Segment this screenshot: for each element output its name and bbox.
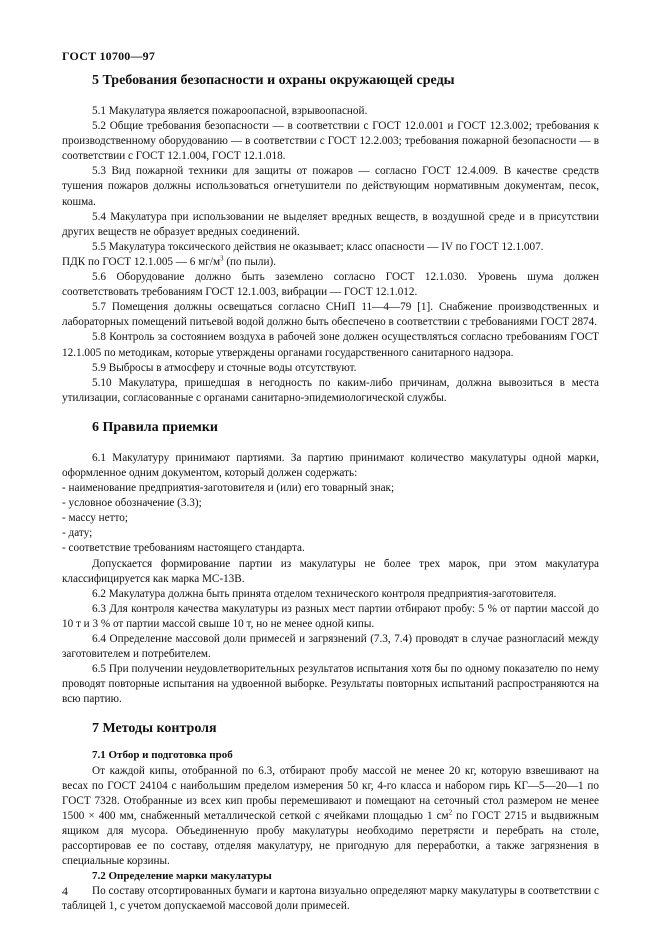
paragraph-5-4: 5.4 Макулатура при использовании не выделяет вредных веществ, в воздушной среде и в присутствии других веществ не образует вредных соединений. — [62, 210, 599, 238]
paragraph-5-8: 5.8 Контроль за состоянием воздуха в рабочей зоне должен осуществляться согласно требованиям ГОСТ 12.1.005 по методикам, которые утверждены органами государственного санитарного надзора. — [62, 331, 599, 359]
section-7-title: 7 Методы контроля — [92, 721, 217, 737]
pdk-text: ПДК по ГОСТ 12.1.005 — 6 мг/м — [62, 255, 221, 268]
paragraph-6-2: 6.2 Макулатура должна быть принята отделом технического контроля предприятия-заготовителя. — [92, 587, 557, 600]
paragraph-7-1-text: От каждой кипы, отобранной по 6.3, отбирают пробу массой не менее 20 кг, которую взвешивают на весах по ГОСТ 24104 с наибольшим пределом измерения 50 кг, 4-го класса и набором гирь КГ—5—20—1 по ГОСТ 7328. Отобранные из всех кип пробы перемешивают и помещают на сеточный стол размером не менее 1500 × 400 мм, снабженный металлической сеткой с ячейками площадью 1 см — [62, 764, 599, 822]
paragraph-6-1: 6.1 Макулатуру принимают партиями. За партию принимают количество макулатуры одной марки, оформленное одним документом, который должен содержать: — [62, 451, 599, 479]
paragraph-7-2: По составу отсортированных бумаги и картона визуально определяют марку макулатуры в соответствии с таблицей 1, с учетом допускаемой массовой доли примесей. — [62, 885, 599, 913]
paragraph-5-10: 5.10 Макулатура, пришедшая в негодность по каким-либо причинам, должна вывозиться в места утилизации, согласованные с органами санитарно-эпидемиологической службы. — [62, 376, 599, 404]
paragraph-6-1-note: Допускается формирование партии из макулатуры не более трех марок, при этом макулатура классифицируется как марка МС-13В. — [62, 557, 599, 585]
paragraph-5-7: 5.7 Помещения должны освещаться согласно СНиП 11—4—79 [1]. Снабжение производственных и лабораторных помещений питьевой водой должно быть обеспечено в соответствии с требованиями ГОСТ 2874. — [62, 301, 599, 329]
section-6-title: 6 Правила приемки — [92, 419, 218, 435]
document-page — [62, 0, 599, 936]
list-item: - условное обозначение (3.3); — [62, 496, 599, 511]
paragraph-7-1 — [62, 764, 599, 870]
paragraph-6-3: 6.3 Для контроля качества макулатуры из разных мест партии отбирают пробу: 5 % от партии массой до 10 т и 3 % от партии массой свыше 10 т, но не менее одной кипы. — [62, 602, 599, 630]
paragraph-5-2: 5.2 Общие требования безопасности — в соответствии с ГОСТ 12.0.001 и ГОСТ 12.3.002; требования к производственному оборудованию — в соответствии с ГОСТ 12.2.003; требования пожарной безопасности — в соответствии с ГОСТ 12.1.004, ГОСТ 12.1.018. — [62, 120, 599, 163]
pdk-text-end: (по пыли). — [223, 255, 277, 268]
list-item: - дату; — [62, 526, 599, 541]
pdk-superscript: 3 — [220, 254, 224, 263]
paragraph-7-1-text-end: по ГОСТ 2715 и выдвижным ящиком для мусора. Объединенную пробу макулатуры необходимо перетрясти и перебрать на столе, рассортировав ее по составу, отделяя макулатуру, не пригодную для переработки, а также загрязнения в специальные корзины. — [62, 809, 599, 868]
section-5-title: 5 Требования безопасности и охраны окружающей среды — [92, 73, 455, 88]
paragraph-5-6: 5.6 Оборудование должно быть заземлено согласно ГОСТ 12.1.030. Уровень шума должен соответствовать требованиям ГОСТ 12.1.003, вибрации — ГОСТ 12.1.012. — [62, 271, 599, 299]
running-head: ГОСТ 10700—97 — [62, 49, 156, 63]
paragraph-5-5-pdk — [62, 255, 599, 270]
list-item: - массу нетто; — [62, 511, 599, 526]
subsection-7-2-title: 7.2 Определение марки макулатуры — [92, 870, 272, 883]
paragraph-5-1: 5.1 Макулатура является пожароопасной, взрывоопасной. — [92, 105, 368, 117]
paragraph-6-4: 6.4 Определение массовой доли примесей и загрязнений (7.3, 7.4) проводят в случае разногласий между заготовителем и потребителем. — [62, 633, 599, 661]
list-item: - наименование предприятия-заготовителя и (или) его товарный знак; — [62, 481, 599, 496]
paragraph-5-5: 5.5 Макулатура токсического действия не оказывает; класс опасности — IV по ГОСТ 12.1.007. — [92, 240, 544, 253]
subsection-7-1-title: 7.1 Отбор и подготовка проб — [92, 749, 233, 762]
paragraph-5-3: 5.3 Вид пожарной техники для защиты от пожаров — согласно ГОСТ 12.4.009. В качестве средств тушения пожаров должны использоваться огнетушители по действующим нормативным документам, песок, кошма. — [62, 165, 599, 208]
area-superscript: 2 — [448, 808, 453, 817]
paragraph-6-5: 6.5 При получении неудовлетворительных результатов испытания хотя бы по одному показателю по нему проводят повторные испытания на удвоенной выборке. Результаты повторных испытаний распространяются на всю партию. — [62, 663, 599, 706]
list-item: - соответствие требованиям настоящего стандарта. — [62, 541, 599, 556]
page-content — [62, 72, 599, 915]
paragraph-5-9: 5.9 Выбросы в атмосферу и сточные воды отсутствуют. — [92, 361, 357, 374]
page-number: 4 — [62, 884, 68, 898]
